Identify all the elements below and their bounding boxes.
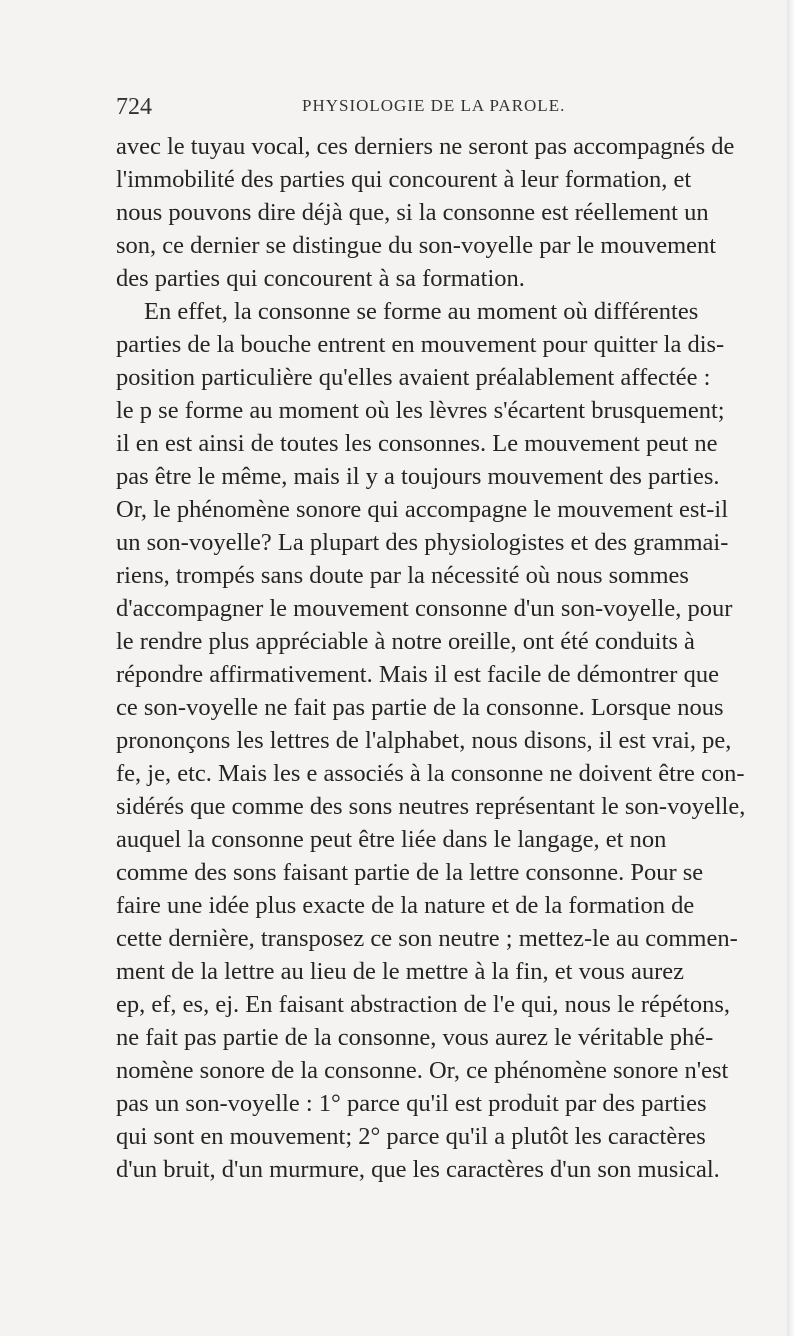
text-line: pas être le même, mais il y a toujours mouvement des parties. bbox=[116, 463, 720, 490]
text-line: prononçons les lettres de l'alphabet, nous disons, il est vrai, pe, bbox=[116, 727, 732, 754]
text-line: riens, trompés sans doute par la nécessité où nous sommes bbox=[116, 562, 689, 589]
text-line: En effet, la consonne se forme au moment où différentes bbox=[144, 298, 699, 325]
page-edge bbox=[787, 0, 801, 1336]
text-line: son, ce dernier se distingue du son-voyelle par le mouvement bbox=[116, 232, 717, 259]
text-line: position particulière qu'elles avaient préalablement affectée : bbox=[116, 364, 711, 391]
text-line: il en est ainsi de toutes les consonnes. Le mouvement peut ne bbox=[116, 430, 718, 457]
text-line: avec le tuyau vocal, ces derniers ne seront pas accompagnés de bbox=[116, 133, 735, 160]
text-line: qui sont en mouvement; 2° parce qu'il a plutôt les caractères bbox=[116, 1123, 706, 1150]
text-line: pas un son-voyelle : 1° parce qu'il est produit par des parties bbox=[116, 1090, 707, 1117]
text-line: ment de la lettre au lieu de le mettre à la fin, et vous aurez bbox=[116, 958, 685, 985]
text-line: le rendre plus appréciable à notre oreille, ont été conduits à bbox=[116, 628, 695, 655]
text-line: Or, le phénomène sonore qui accompagne le mouvement est-il bbox=[116, 496, 728, 523]
text-line: ne fait pas partie de la consonne, vous aurez le véritable phé- bbox=[116, 1024, 714, 1051]
text-line: répondre affirmativement. Mais il est facile de démontrer que bbox=[116, 661, 719, 688]
running-head: PHYSIOLOGIE DE LA PAROLE. bbox=[302, 96, 566, 115]
text-line: d'un bruit, d'un murmure, que les caractères d'un son musical. bbox=[116, 1156, 720, 1183]
text-line: nous pouvons dire déjà que, si la consonne est réellement un bbox=[116, 199, 709, 226]
text-line: comme des sons faisant partie de la lettre consonne. Pour se bbox=[116, 859, 704, 886]
text-line: faire une idée plus exacte de la nature et de la formation de bbox=[116, 892, 695, 919]
text-line: d'accompagner le mouvement consonne d'un son-voyelle, pour bbox=[116, 595, 733, 622]
page-header bbox=[116, 88, 756, 120]
text-line: ce son-voyelle ne fait pas partie de la consonne. Lorsque nous bbox=[116, 694, 724, 721]
text-line: cette dernière, transposez ce son neutre ; mettez-le au commen- bbox=[116, 925, 738, 952]
text-line: le p se forme au moment où les lèvres s'écartent brusquement; bbox=[116, 397, 725, 424]
text-line: parties de la bouche entrent en mouvement pour quitter la dis- bbox=[116, 331, 725, 358]
text-line: des parties qui concourent à sa formation. bbox=[116, 265, 525, 292]
text-line: auquel la consonne peut être liée dans le langage, et non bbox=[116, 826, 667, 853]
text-line: sidérés que comme des sons neutres représentant le son-voyelle, bbox=[116, 793, 746, 820]
text-line: l'immobilité des parties qui concourent à leur formation, et bbox=[116, 166, 692, 193]
text-line: un son-voyelle? La plupart des physiologistes et des grammai- bbox=[116, 529, 729, 556]
body-text bbox=[116, 130, 788, 1186]
text-line: ep, ef, es, ej. En faisant abstraction de l'e qui, nous le répétons, bbox=[116, 991, 730, 1018]
text-line: fe, je, etc. Mais les e associés à la consonne ne doivent être con- bbox=[116, 760, 745, 787]
text-line: nomène sonore de la consonne. Or, ce phénomène sonore n'est bbox=[116, 1057, 729, 1084]
page-number: 724 bbox=[116, 94, 152, 120]
